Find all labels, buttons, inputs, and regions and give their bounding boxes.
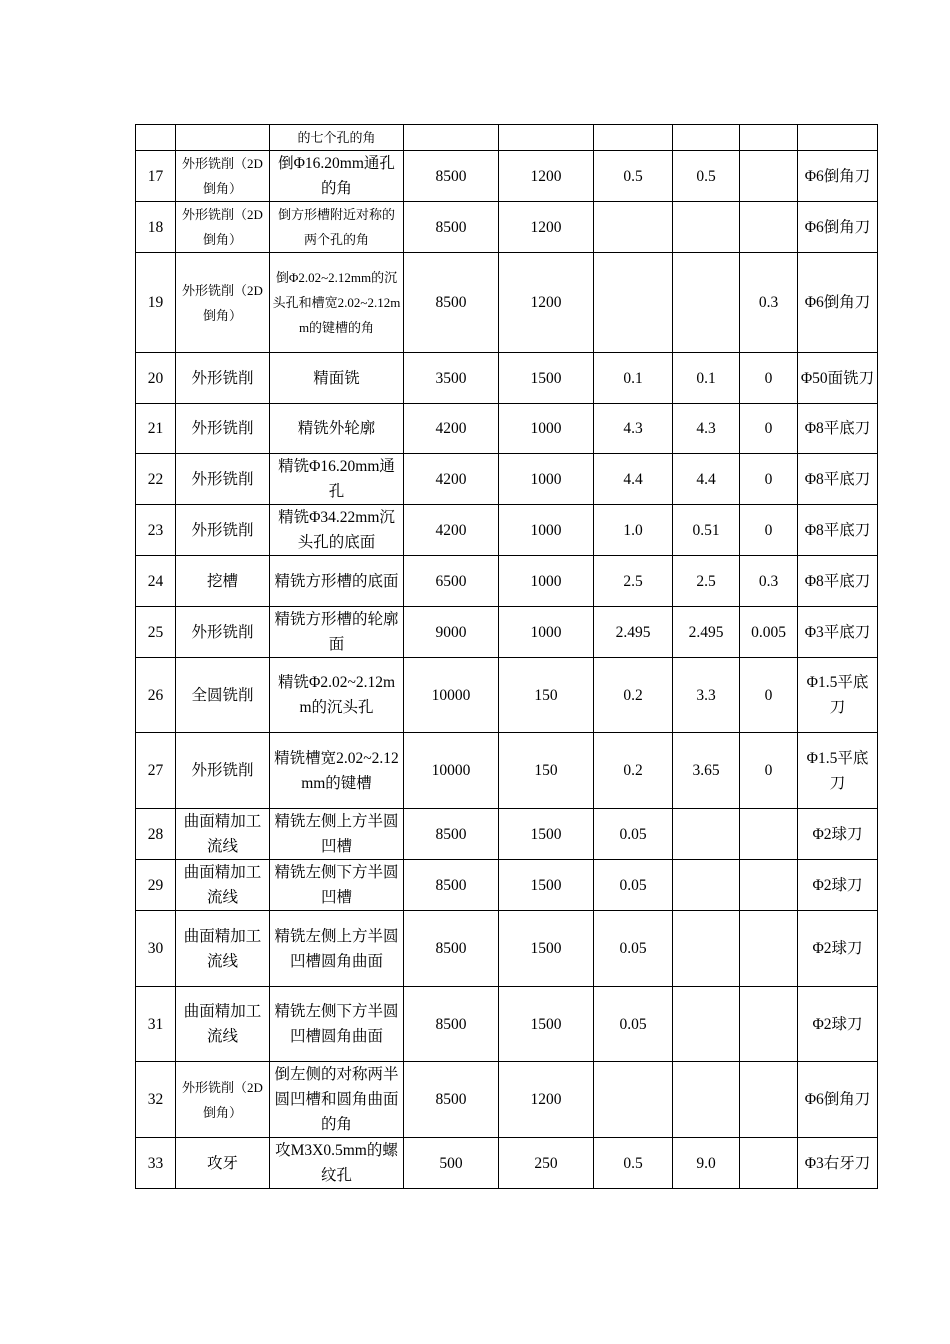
cell-speed: 4200 <box>404 454 499 505</box>
cell-c1: 1.0 <box>594 505 673 556</box>
cell-c3 <box>740 911 798 987</box>
table-row <box>136 353 878 404</box>
cell-c2: 4.4 <box>673 454 740 505</box>
cell-method: 曲面精加工流线 <box>176 987 270 1062</box>
cell-feed: 1000 <box>499 607 594 658</box>
cell-method: 外形铣削 <box>176 353 270 404</box>
cell-c1 <box>594 1062 673 1138</box>
cell-speed: 8500 <box>404 151 499 202</box>
cell-c1: 0.2 <box>594 658 673 733</box>
cell-c2 <box>673 987 740 1062</box>
cell-c2: 2.5 <box>673 556 740 607</box>
cell-tool: Φ6倒角刀 <box>798 1062 878 1138</box>
table-row <box>136 202 878 253</box>
cell-method: 曲面精加工流线 <box>176 911 270 987</box>
cell-speed: 10000 <box>404 733 499 809</box>
cell-c3: 0.3 <box>740 253 798 353</box>
cell-feed: 1000 <box>499 404 594 454</box>
cell-c1 <box>594 253 673 353</box>
cell-speed: 8500 <box>404 860 499 911</box>
cell-tool: Φ3平底刀 <box>798 607 878 658</box>
process-table <box>135 124 878 1189</box>
cell-c1: 0.2 <box>594 733 673 809</box>
cell-tool: Φ2球刀 <box>798 809 878 860</box>
cell-no: 32 <box>136 1062 176 1138</box>
cell-no: 25 <box>136 607 176 658</box>
cell-c1: 0.05 <box>594 911 673 987</box>
cell-no: 28 <box>136 809 176 860</box>
cell-feed: 1500 <box>499 987 594 1062</box>
cell-c2 <box>673 253 740 353</box>
cell-desc: 精铣左侧上方半圆凹槽 <box>270 809 404 860</box>
cell-c3: 0 <box>740 505 798 556</box>
cell-desc: 精铣方形槽的轮廓面 <box>270 607 404 658</box>
cell-method: 曲面精加工流线 <box>176 809 270 860</box>
cell-c3: 0 <box>740 404 798 454</box>
cell-c2: 2.495 <box>673 607 740 658</box>
cell-desc: 精铣Φ34.22mm沉头孔的底面 <box>270 505 404 556</box>
table-row <box>136 253 878 353</box>
cell-c3: 0.005 <box>740 607 798 658</box>
table-row <box>136 658 878 733</box>
cell-tool: Φ3右牙刀 <box>798 1138 878 1189</box>
cell-tool: Φ1.5平底刀 <box>798 733 878 809</box>
cell-c2: 0.51 <box>673 505 740 556</box>
cell-tool <box>798 125 878 151</box>
cell-tool: Φ8平底刀 <box>798 454 878 505</box>
table-row <box>136 505 878 556</box>
cell-feed: 1000 <box>499 505 594 556</box>
cell-method: 外形铣削 <box>176 404 270 454</box>
cell-feed: 1500 <box>499 911 594 987</box>
cell-method <box>176 125 270 151</box>
table-row <box>136 1062 878 1138</box>
table-row <box>136 404 878 454</box>
cell-c2 <box>673 202 740 253</box>
cell-feed: 1500 <box>499 860 594 911</box>
cell-feed: 150 <box>499 733 594 809</box>
cell-c2 <box>673 860 740 911</box>
cell-feed: 150 <box>499 658 594 733</box>
cell-method: 外形铣削（2D倒角） <box>176 1062 270 1138</box>
cell-c3: 0 <box>740 454 798 505</box>
cell-c1: 4.3 <box>594 404 673 454</box>
table-row <box>136 454 878 505</box>
table-row <box>136 809 878 860</box>
cell-c1 <box>594 202 673 253</box>
cell-method: 攻牙 <box>176 1138 270 1189</box>
cell-c3 <box>740 809 798 860</box>
table-row <box>136 1138 878 1189</box>
cell-c3: 0 <box>740 353 798 404</box>
cell-c3 <box>740 987 798 1062</box>
cell-no: 31 <box>136 987 176 1062</box>
cell-speed: 8500 <box>404 987 499 1062</box>
cell-tool: Φ6倒角刀 <box>798 151 878 202</box>
cell-method: 外形铣削（2D倒角） <box>176 151 270 202</box>
cell-speed: 8500 <box>404 809 499 860</box>
cell-method: 曲面精加工流线 <box>176 860 270 911</box>
cell-speed: 8500 <box>404 253 499 353</box>
cell-feed: 1500 <box>499 353 594 404</box>
cell-c2 <box>673 911 740 987</box>
cell-c2 <box>673 809 740 860</box>
cell-c3: 0.3 <box>740 556 798 607</box>
cell-feed: 250 <box>499 1138 594 1189</box>
cell-c3 <box>740 1062 798 1138</box>
cell-speed: 8500 <box>404 1062 499 1138</box>
cell-feed: 1000 <box>499 454 594 505</box>
cell-c1: 2.495 <box>594 607 673 658</box>
cell-no: 23 <box>136 505 176 556</box>
cell-desc: 精铣Φ2.02~2.12mm的沉头孔 <box>270 658 404 733</box>
cell-desc: 精铣左侧下方半圆凹槽圆角曲面 <box>270 987 404 1062</box>
cell-c1: 0.5 <box>594 1138 673 1189</box>
cell-speed: 6500 <box>404 556 499 607</box>
cell-no: 20 <box>136 353 176 404</box>
cell-no: 17 <box>136 151 176 202</box>
cell-c2: 3.3 <box>673 658 740 733</box>
cell-tool: Φ8平底刀 <box>798 404 878 454</box>
cell-tool: Φ1.5平底刀 <box>798 658 878 733</box>
cell-c2 <box>673 125 740 151</box>
cell-speed <box>404 125 499 151</box>
cell-feed: 1000 <box>499 556 594 607</box>
table-row <box>136 911 878 987</box>
cell-no: 26 <box>136 658 176 733</box>
table-row <box>136 733 878 809</box>
cell-c3 <box>740 202 798 253</box>
cell-c1: 0.1 <box>594 353 673 404</box>
cell-c2: 0.1 <box>673 353 740 404</box>
cell-method: 外形铣削 <box>176 505 270 556</box>
cell-c2: 9.0 <box>673 1138 740 1189</box>
cell-c3: 0 <box>740 658 798 733</box>
table-row <box>136 125 878 151</box>
cell-c1: 0.05 <box>594 987 673 1062</box>
cell-no: 24 <box>136 556 176 607</box>
cell-desc: 倒Φ2.02~2.12mm的沉头孔和槽宽2.02~2.12mm的键槽的角 <box>270 253 404 353</box>
cell-c3 <box>740 151 798 202</box>
cell-no: 27 <box>136 733 176 809</box>
cell-desc: 倒左侧的对称两半圆凹槽和圆角曲面的角 <box>270 1062 404 1138</box>
cell-desc: 精铣Φ16.20mm通孔 <box>270 454 404 505</box>
cell-feed: 1200 <box>499 1062 594 1138</box>
cell-c2: 4.3 <box>673 404 740 454</box>
cell-tool: Φ6倒角刀 <box>798 253 878 353</box>
cell-speed: 8500 <box>404 911 499 987</box>
table-row <box>136 556 878 607</box>
cell-speed: 4200 <box>404 505 499 556</box>
cell-desc: 精铣外轮廓 <box>270 404 404 454</box>
cell-c1 <box>594 125 673 151</box>
cell-tool: Φ6倒角刀 <box>798 202 878 253</box>
cell-desc: 的七个孔的角 <box>270 125 404 151</box>
cell-desc: 精铣槽宽2.02~2.12mm的键槽 <box>270 733 404 809</box>
cell-desc: 倒方形槽附近对称的两个孔的角 <box>270 202 404 253</box>
cell-speed: 10000 <box>404 658 499 733</box>
cell-desc: 精铣左侧上方半圆凹槽圆角曲面 <box>270 911 404 987</box>
cell-desc: 攻M3X0.5mm的螺纹孔 <box>270 1138 404 1189</box>
table-row <box>136 987 878 1062</box>
cell-c1: 0.05 <box>594 809 673 860</box>
cell-desc: 精铣左侧下方半圆凹槽 <box>270 860 404 911</box>
cell-c2: 0.5 <box>673 151 740 202</box>
cell-tool: Φ50面铣刀 <box>798 353 878 404</box>
table-row <box>136 151 878 202</box>
cell-feed: 1200 <box>499 253 594 353</box>
cell-feed: 1200 <box>499 202 594 253</box>
cell-speed: 9000 <box>404 607 499 658</box>
cell-speed: 3500 <box>404 353 499 404</box>
cell-no: 21 <box>136 404 176 454</box>
cell-method: 全圆铣削 <box>176 658 270 733</box>
cell-feed <box>499 125 594 151</box>
cell-method: 外形铣削 <box>176 607 270 658</box>
cell-speed: 8500 <box>404 202 499 253</box>
cell-tool: Φ2球刀 <box>798 987 878 1062</box>
cell-method: 挖槽 <box>176 556 270 607</box>
cell-method: 外形铣削 <box>176 733 270 809</box>
cell-no: 29 <box>136 860 176 911</box>
cell-tool: Φ8平底刀 <box>798 556 878 607</box>
cell-c3: 0 <box>740 733 798 809</box>
cell-c1: 4.4 <box>594 454 673 505</box>
cell-feed: 1500 <box>499 809 594 860</box>
cell-method: 外形铣削（2D倒角） <box>176 202 270 253</box>
cell-no: 19 <box>136 253 176 353</box>
cell-feed: 1200 <box>499 151 594 202</box>
cell-no: 18 <box>136 202 176 253</box>
cell-c1: 0.5 <box>594 151 673 202</box>
cell-desc: 精铣方形槽的底面 <box>270 556 404 607</box>
cell-c1: 0.05 <box>594 860 673 911</box>
cell-no: 33 <box>136 1138 176 1189</box>
table-row <box>136 860 878 911</box>
cell-speed: 4200 <box>404 404 499 454</box>
cell-desc: 倒Φ16.20mm通孔的角 <box>270 151 404 202</box>
cell-desc: 精面铣 <box>270 353 404 404</box>
cell-method: 外形铣削（2D倒角） <box>176 253 270 353</box>
cell-no: 22 <box>136 454 176 505</box>
cell-c1: 2.5 <box>594 556 673 607</box>
cell-c3 <box>740 860 798 911</box>
cell-c2 <box>673 1062 740 1138</box>
cell-method: 外形铣削 <box>176 454 270 505</box>
table-row <box>136 607 878 658</box>
cell-speed: 500 <box>404 1138 499 1189</box>
cell-c2: 3.65 <box>673 733 740 809</box>
cell-c3 <box>740 125 798 151</box>
cell-c3 <box>740 1138 798 1189</box>
cell-no: 30 <box>136 911 176 987</box>
cell-tool: Φ8平底刀 <box>798 505 878 556</box>
cell-tool: Φ2球刀 <box>798 860 878 911</box>
cell-tool: Φ2球刀 <box>798 911 878 987</box>
cell-no <box>136 125 176 151</box>
